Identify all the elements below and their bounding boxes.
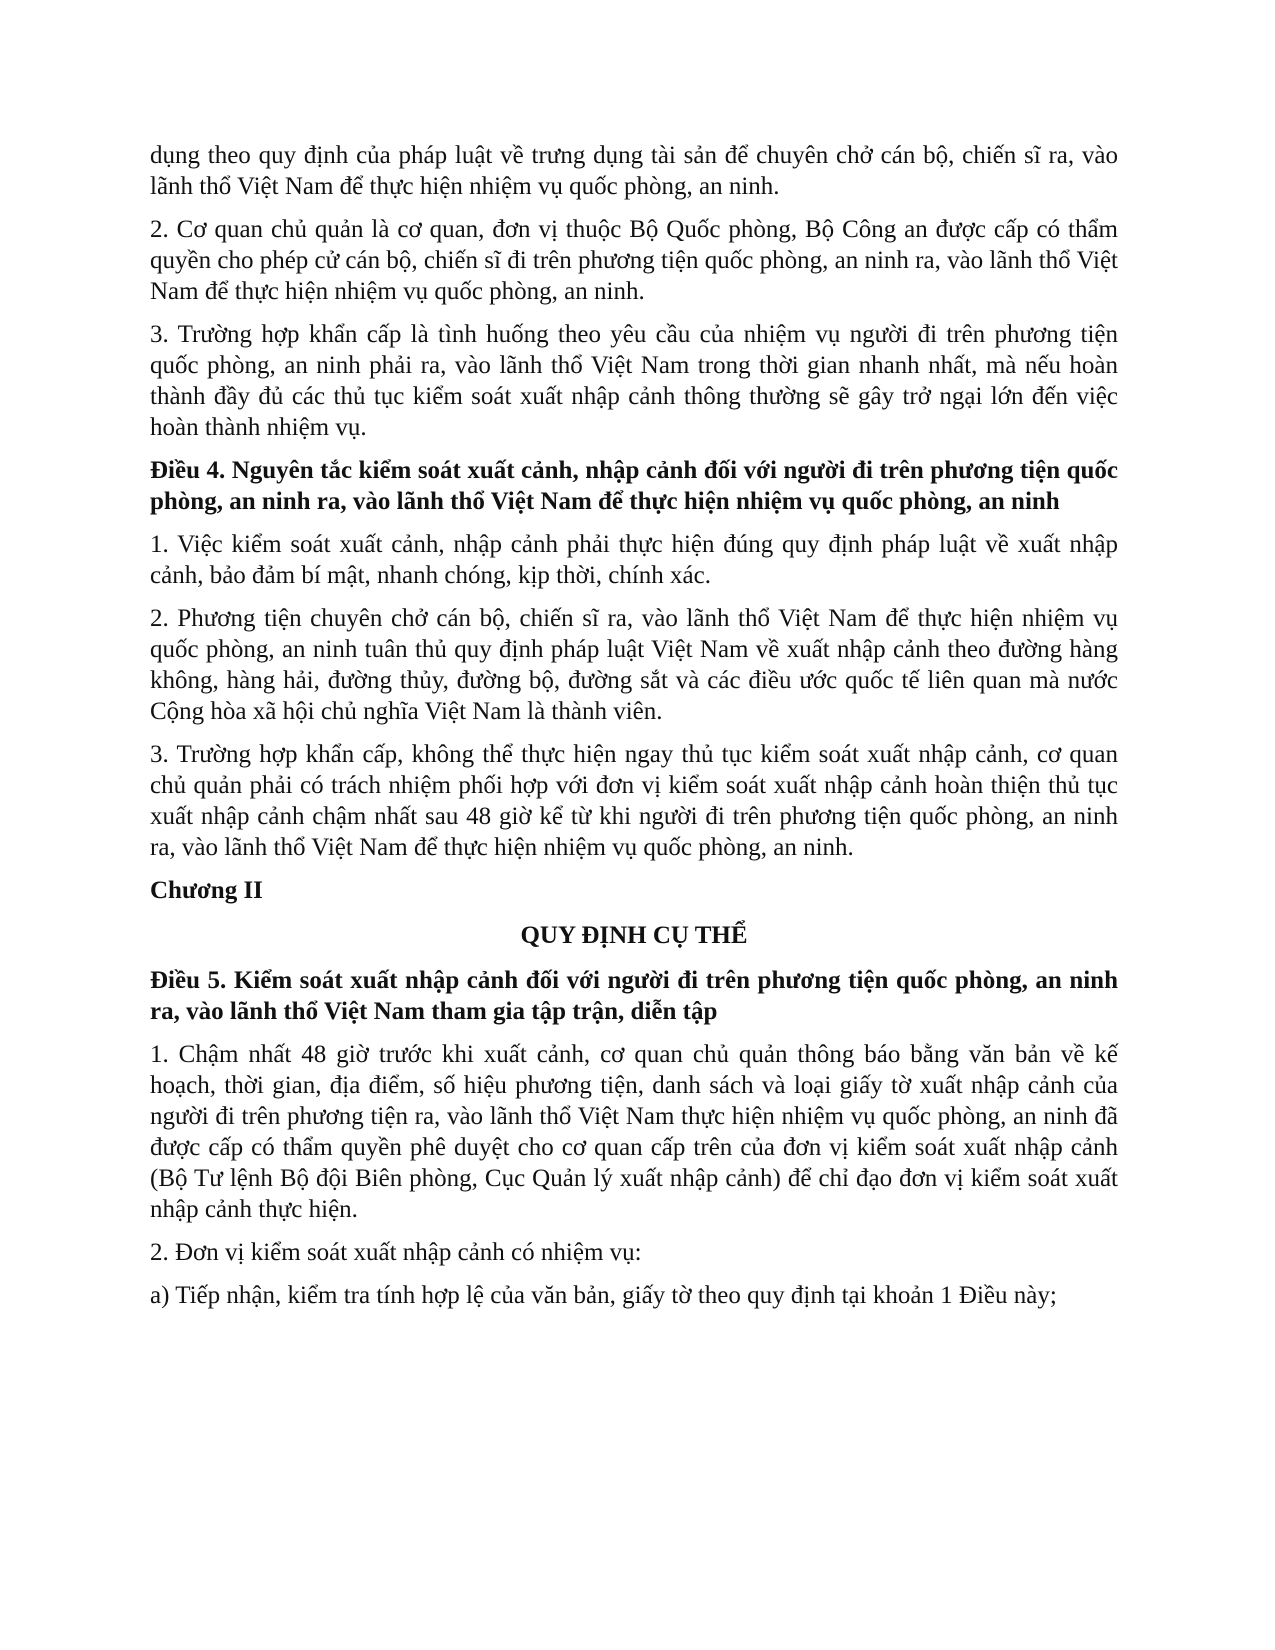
paragraph-definition-2: 2. Cơ quan chủ quản là cơ quan, đơn vị thuộc Bộ Quốc phòng, Bộ Công an được cấp có thẩm quyền cho phép cử cán bộ, chiến sĩ đi trên phương tiện quốc phòng, an ninh ra, vào lãnh thổ Việt Nam để thực hiện nhiệm vụ quốc phòng, an ninh. (150, 216, 1118, 305)
document-page (150, 140, 1118, 1323)
article-4-clause-3: 3. Trường hợp khẩn cấp, không thể thực hiện ngay thủ tục kiểm soát xuất nhập cảnh, cơ quan chủ quản phải có trách nhiệm phối hợp với đơn vị kiểm soát xuất nhập cảnh hoàn thiện thủ tục xuất nhập cảnh chậm nhất sau 48 giờ kể từ khi người đi trên phương tiện quốc phòng, an ninh ra, vào lãnh thổ Việt Nam để thực hiện nhiệm vụ quốc phòng, an ninh. (150, 741, 1118, 861)
paragraph-definition-3: 3. Trường hợp khẩn cấp là tình huống theo yêu cầu của nhiệm vụ người đi trên phương tiện quốc phòng, an ninh phải ra, vào lãnh thổ Việt Nam trong thời gian nhanh nhất, mà nếu hoàn thành đầy đủ các thủ tục kiểm soát xuất nhập cảnh thông thường sẽ gây trở ngại lớn đến việc hoàn thành nhiệm vụ. (150, 321, 1118, 441)
chapter-label: Chương II (150, 877, 263, 904)
paragraph-intro-continuation: dụng theo quy định của pháp luật về trưng dụng tài sản để chuyên chở cán bộ, chiến sĩ ra, vào lãnh thổ Việt Nam để thực hiện nhiệm vụ quốc phòng, an ninh. (150, 142, 1118, 200)
article-5-heading: Điều 5. Kiểm soát xuất nhập cảnh đối với người đi trên phương tiện quốc phòng, an ninh ra, vào lãnh thổ Việt Nam tham gia tập trận, diễn tập (150, 967, 1118, 1025)
article-5-clause-2: 2. Đơn vị kiểm soát xuất nhập cảnh có nhiệm vụ: (150, 1239, 642, 1266)
article-4-clause-1: 1. Việc kiểm soát xuất cảnh, nhập cảnh phải thực hiện đúng quy định pháp luật về xuất nhập cảnh, bảo đảm bí mật, nhanh chóng, kịp thời, chính xác. (150, 531, 1118, 589)
article-5-clause-1: 1. Chậm nhất 48 giờ trước khi xuất cảnh, cơ quan chủ quản thông báo bằng văn bản về kế hoạch, thời gian, địa điểm, số hiệu phương tiện, danh sách và loại giấy tờ xuất nhập cảnh của người đi trên phương tiện ra, vào lãnh thổ Việt Nam thực hiện nhiệm vụ quốc phòng, an ninh đã được cấp có thẩm quyền phê duyệt cho cơ quan cấp trên của đơn vị kiểm soát xuất nhập cảnh (Bộ Tư lệnh Bộ đội Biên phòng, Cục Quản lý xuất nhập cảnh) để chỉ đạo đơn vị kiểm soát xuất nhập cảnh thực hiện. (150, 1041, 1118, 1223)
article-4-clause-2: 2. Phương tiện chuyên chở cán bộ, chiến sĩ ra, vào lãnh thổ Việt Nam để thực hiện nhiệm vụ quốc phòng, an ninh tuân thủ quy định pháp luật Việt Nam về xuất nhập cảnh theo đường hàng không, hàng hải, đường thủy, đường bộ, đường sắt và các điều ước quốc tế liên quan mà nước Cộng hòa xã hội chủ nghĩa Việt Nam là thành viên. (150, 605, 1118, 725)
article-4-heading: Điều 4. Nguyên tắc kiểm soát xuất cảnh, nhập cảnh đối với người đi trên phương tiện quốc phòng, an ninh ra, vào lãnh thổ Việt Nam để thực hiện nhiệm vụ quốc phòng, an ninh (150, 457, 1118, 515)
chapter-title: QUY ĐỊNH CỤ THỂ (520, 922, 748, 949)
article-5-clause-2a: a) Tiếp nhận, kiểm tra tính hợp lệ của văn bản, giấy tờ theo quy định tại khoản 1 Điều này; (150, 1282, 1057, 1309)
